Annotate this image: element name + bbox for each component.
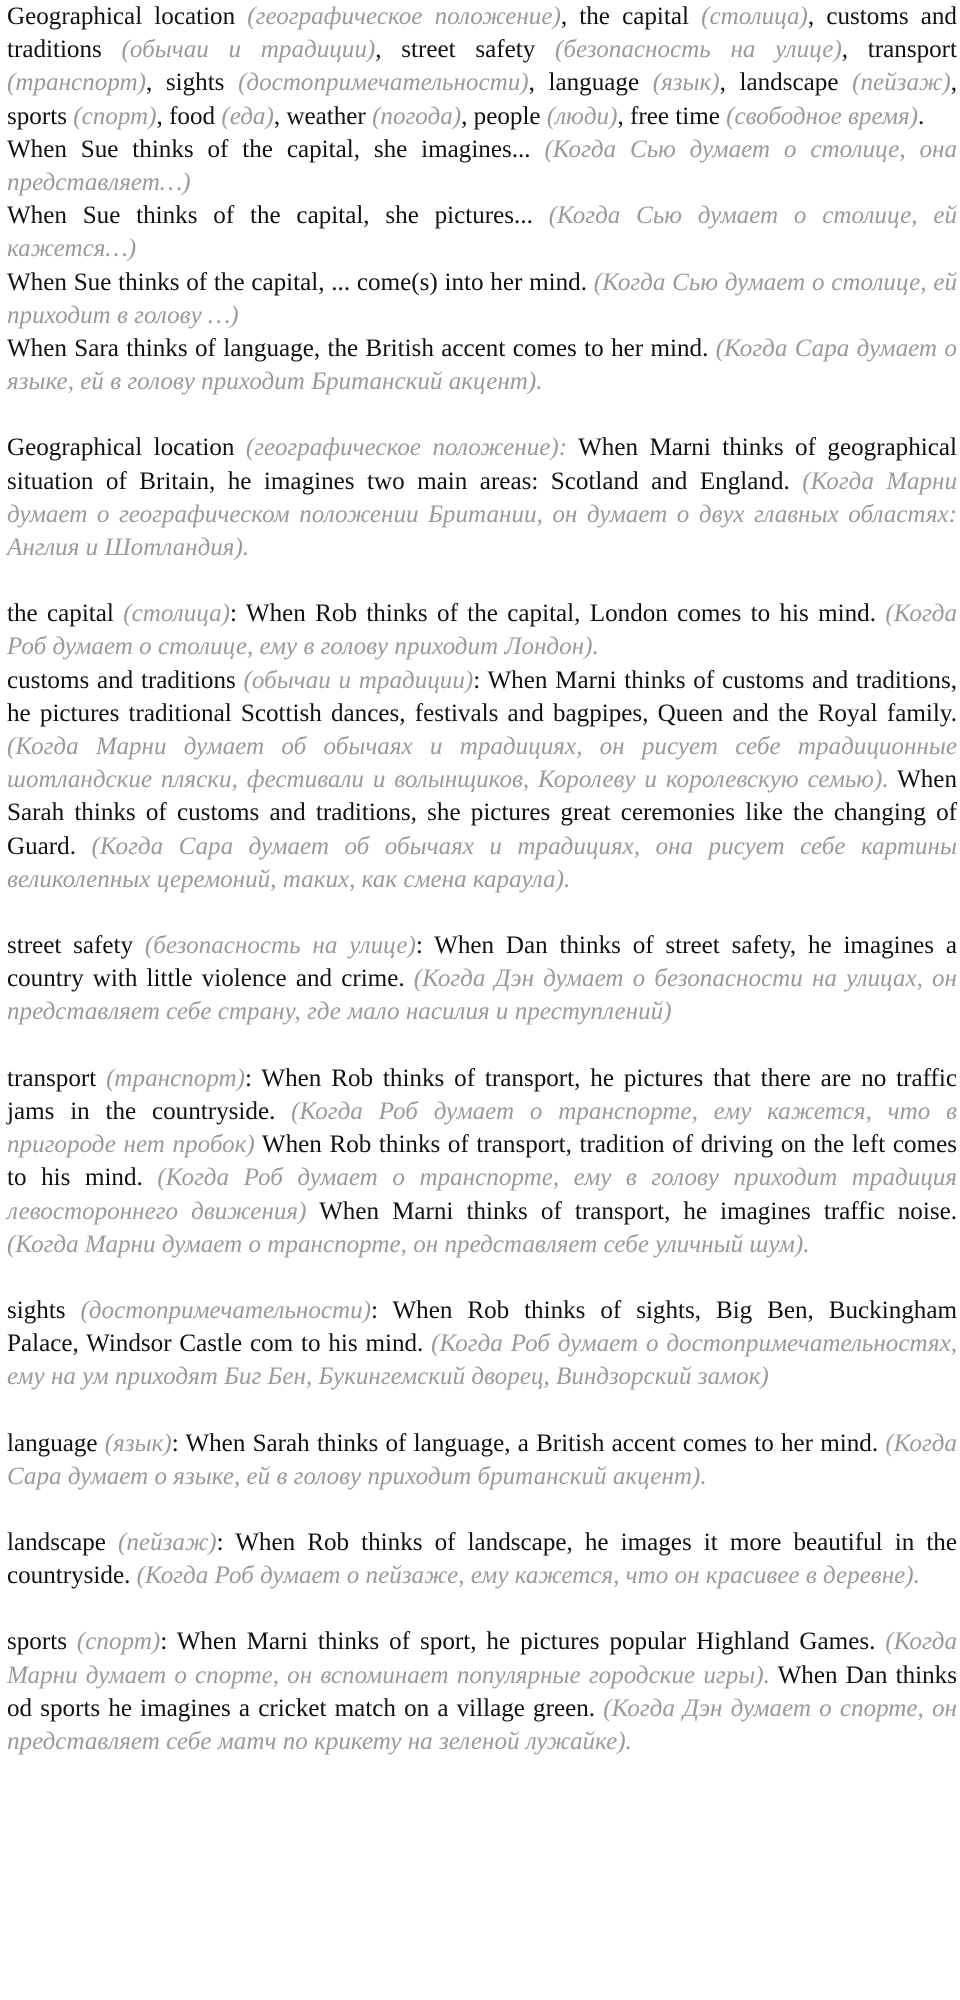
paragraph: [7, 1526, 957, 1592]
english-text: customs and traditions: [7, 666, 244, 694]
english-text: : When Dan thinks of street safety, he imagines a country with little violence and crime.: [7, 932, 957, 993]
russian-translation: (географическое положение): [247, 3, 561, 30]
russian-translation: (Когда Роб думает о транспорте, ему в голову приходит традиция левостороннего движения): [7, 1164, 957, 1225]
english-text: Geographical location: [7, 3, 248, 30]
english-text: : When Rob thinks of the capital, London comes to his mind.: [230, 600, 886, 628]
russian-translation: (Когда Дэн думает о спорте, он представляет себе матч по крикету на зеленой лужайке).: [7, 1694, 957, 1755]
russian-translation: (Когда Сара думает о языке, ей в голову приходит британский акцент).: [7, 1429, 957, 1490]
english-text: When Sara thinks of language, the British accent comes to her mind.: [7, 335, 716, 363]
english-text: : When Marni thinks of sport, he pictures popular Highland Games.: [160, 1628, 886, 1656]
english-text: , food: [156, 102, 222, 130]
english-text: , street safety: [375, 36, 556, 64]
english-text: , customs and traditions: [7, 3, 957, 64]
russian-translation: (Когда Дэн думает о безопасности на улицах, он представляет себе страну, где мало насилия и преступлений): [7, 965, 958, 1026]
english-text: , landscape: [719, 69, 853, 97]
russian-translation: (столица): [701, 3, 808, 30]
english-text: When Sue thinks of the capital, ... come(s) into her mind.: [7, 268, 594, 296]
russian-translation: (спорт): [73, 102, 157, 130]
english-text: , the capital: [560, 3, 702, 30]
english-text: language: [7, 1429, 105, 1457]
russian-translation: (язык): [104, 1429, 172, 1457]
russian-translation: (пейзаж): [852, 69, 951, 97]
english-text: , free time: [617, 102, 727, 130]
russian-translation: (столица): [123, 600, 231, 628]
russian-translation: (транспорт): [106, 1064, 246, 1092]
english-text: transport: [7, 1064, 107, 1092]
russian-translation: (Когда Роб думает о пейзаже, ему кажется, что он красивее в деревне).: [136, 1562, 920, 1590]
english-text: the capital: [7, 600, 124, 628]
russian-translation: (Когда Марни думает о географическом положении Британии, он думает о двух главных областях: Англия и Шотландия).: [7, 467, 957, 562]
paragraph: [7, 266, 957, 332]
english-text: When Dan thinks od sports he imagines a cricket match on a village green.: [7, 1661, 957, 1722]
russian-translation: (язык): [652, 69, 720, 97]
russian-translation: (Когда Сара думает об обычаях и традициях, она рисует себе картины великолепных церемоний, таких, как смена караула).: [7, 832, 957, 893]
english-text: , people: [461, 102, 547, 130]
english-text: When Sarah thinks of customs and traditions, she pictures great ceremonies like the changing of Guard.: [7, 766, 957, 860]
english-text: , weather: [273, 102, 373, 130]
paragraph: [7, 1062, 957, 1261]
english-text: sights: [7, 1296, 81, 1324]
russian-translation: (спорт): [76, 1628, 161, 1656]
english-text: : When Rob thinks of transport, he pictures that there are no traffic jams in the countryside.: [7, 1064, 957, 1125]
russian-translation: (свободное время): [726, 102, 918, 130]
english-text: When Rob thinks of transport, tradition of driving on the left comes to his mind.: [7, 1131, 957, 1192]
russian-translation: (обычаи и традиции): [121, 36, 376, 64]
document-body: [7, 0, 957, 1758]
english-text: Geographical location: [7, 434, 246, 462]
russian-translation: (Когда Роб думает о достопримечательностях, ему на ум приходят Биг Бен, Букингемский дворец, Виндзорский замок): [7, 1330, 957, 1391]
russian-translation: (транспорт): [7, 69, 146, 97]
russian-translation: (пейзаж): [118, 1528, 217, 1556]
english-text: landscape: [7, 1528, 119, 1556]
russian-translation: (Когда Роб думает о транспорте, ему кажется, что в пригороде нет пробок): [7, 1097, 957, 1159]
english-text: , sports: [7, 69, 957, 130]
russian-translation: (еда): [221, 102, 274, 130]
english-text: When Marni thinks of geographical situation of Britain, he imagines two main areas: Scotland and England.: [7, 434, 957, 495]
russian-translation: (люди): [546, 102, 618, 130]
russian-translation: (достопримечательности): [238, 69, 529, 97]
russian-translation: (достопримечательности): [80, 1296, 372, 1324]
paragraph: [7, 0, 957, 133]
russian-translation: (географическое положение):: [245, 434, 568, 462]
english-text: : When Rob thinks of sights, Big Ben, Buckingham Palace, Windsor Castle com to his mind.: [7, 1296, 957, 1358]
russian-translation: (Когда Роб думает о столице, ему в голову приходит Лондон).: [7, 600, 957, 661]
english-text: sports: [7, 1628, 77, 1656]
english-text: , language: [528, 69, 653, 97]
paragraph: [7, 929, 957, 1029]
english-text: street safety: [7, 932, 145, 960]
paragraph: [7, 133, 957, 199]
english-text: When Sue thinks of the capital, she imagines...: [7, 135, 545, 163]
english-text: When Sue thinks of the capital, she pictures...: [7, 202, 549, 230]
russian-translation: (Когда Марни думает о спорте, он вспоминает популярные городские игры).: [7, 1628, 957, 1689]
russian-translation: (Когда Марни думает об обычаях и традициях, он рисует себе традиционные шотландские пляски, фестивали и волынщиков, Королеву и королевскую семью).: [7, 733, 957, 794]
russian-translation: (Когда Марни думает о транспорте, он представляет себе уличный шум).: [7, 1230, 810, 1258]
paragraph: [7, 1427, 957, 1493]
russian-translation: (Когда Сью думает о столице, ей кажется…): [7, 202, 957, 263]
russian-translation: (Когда Сью думает о столице, она представляет…): [7, 135, 958, 197]
russian-translation: (безопасность на улице): [144, 932, 416, 960]
russian-translation: (Когда Сара думает о языке, ей в голову приходит Британский акцент).: [7, 335, 957, 396]
english-text: , transport: [841, 36, 958, 64]
paragraph: [7, 332, 957, 398]
paragraph: [7, 431, 957, 564]
english-text: : When Rob thinks of landscape, he images it more beautiful in the countryside.: [7, 1528, 957, 1590]
english-text: : When Marni thinks of customs and traditions, he pictures traditional Scottish dances, festivals and bagpipes, Queen and the Royal family.: [7, 666, 957, 727]
english-text: , sights: [145, 69, 239, 97]
paragraph: [7, 664, 957, 896]
english-text: : When Sarah thinks of language, a British accent comes to her mind.: [171, 1429, 886, 1457]
paragraph: [7, 597, 957, 663]
russian-translation: (обычаи и традиции): [243, 666, 474, 694]
russian-translation: (погода): [372, 102, 462, 130]
paragraph: [7, 1625, 957, 1758]
paragraph: [7, 1294, 957, 1394]
english-text: When Marni thinks of transport, he imagines traffic noise.: [306, 1197, 957, 1225]
english-text: .: [918, 102, 925, 130]
russian-translation: (Когда Сью думает о столице, ей приходит в голову …): [7, 268, 957, 329]
paragraph: [7, 199, 957, 265]
russian-translation: (безопасность на улице): [555, 36, 842, 64]
